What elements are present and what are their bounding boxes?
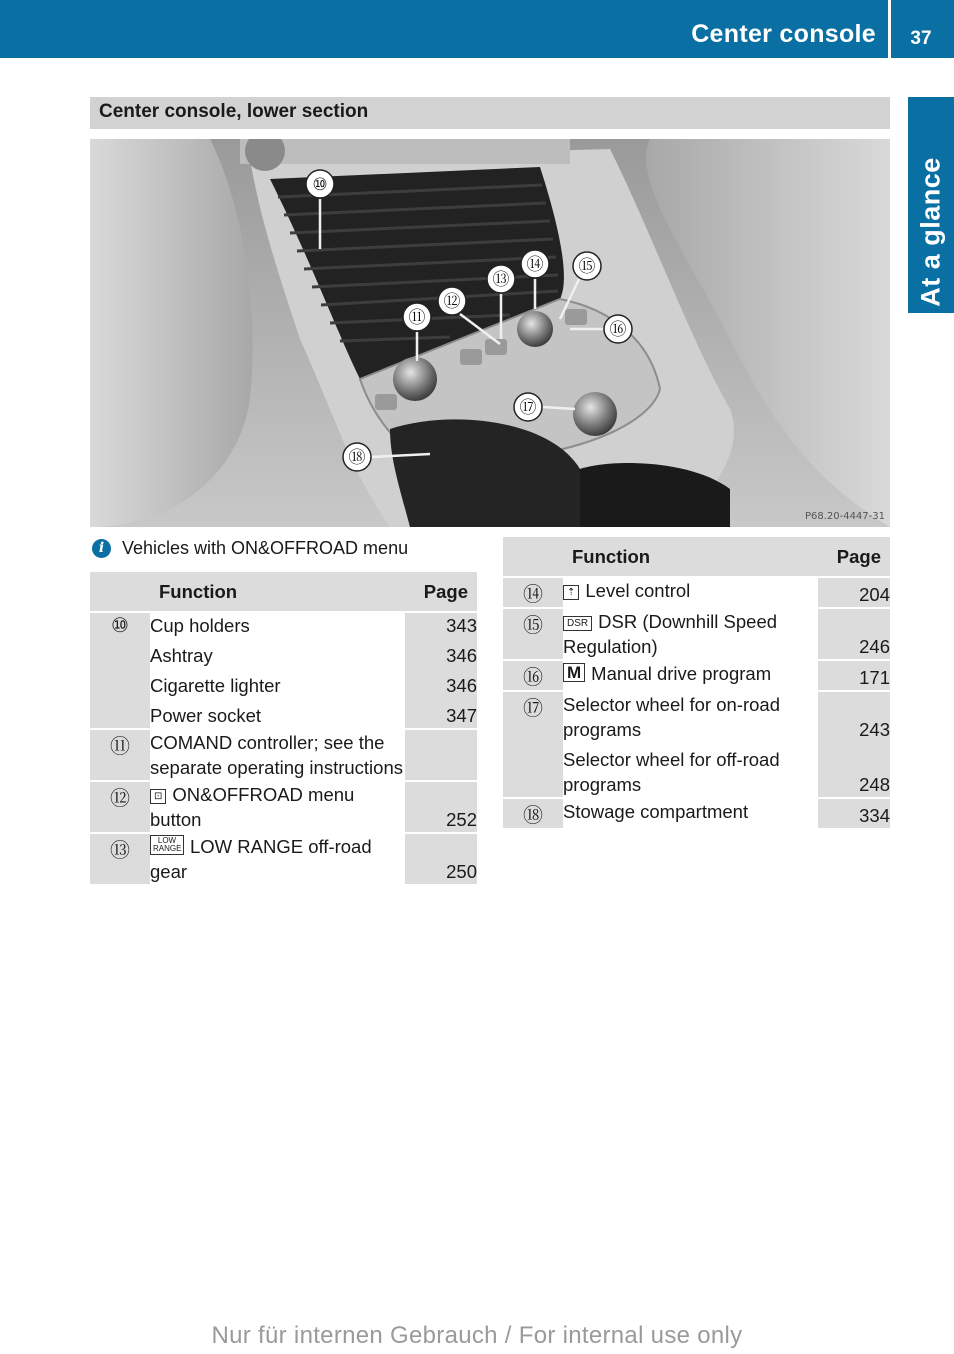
center-console-photo: [90, 139, 890, 527]
page-ref: 343: [446, 615, 477, 636]
chapter-title: Center console: [691, 20, 876, 48]
table-row: [503, 660, 890, 691]
item-number: ⑪: [90, 729, 150, 781]
section-heading: Center console, lower section: [90, 97, 890, 129]
callout-11: ⑪: [408, 308, 426, 328]
col-function-header: Function: [150, 572, 405, 612]
page-ref: [405, 729, 477, 781]
page-ref: 346: [446, 675, 477, 696]
item-number: ⑰: [503, 691, 563, 798]
low-range-icon: LOW RANGE: [150, 835, 184, 855]
dsr-icon: DSR: [563, 616, 592, 631]
function-text: ON&OFFROAD menu button: [150, 784, 355, 830]
function-text: Selector wheel for off-road programs: [563, 749, 780, 795]
callout-13: ⑬: [492, 270, 510, 290]
image-code: P68.20-4447-31: [804, 511, 885, 522]
item-number: ⑫: [90, 781, 150, 833]
col-num-header: [503, 537, 563, 577]
callout-10: ⑩: [312, 175, 328, 195]
callout-16: ⑯: [609, 320, 627, 340]
page-ref: 346: [446, 645, 477, 666]
internal-use-footer: Nur für internen Gebrauch / For internal use only: [211, 1322, 743, 1349]
info-note: [92, 538, 408, 559]
page-ref: 334: [818, 798, 890, 829]
item-number: ⑱: [503, 798, 563, 829]
info-note-text: Vehicles with ON&OFFROAD menu: [122, 538, 409, 558]
function-text: Ashtray: [150, 645, 213, 666]
table-row: [503, 608, 890, 660]
function-text: Cigarette lighter: [150, 675, 281, 696]
page-ref: 171: [818, 660, 890, 691]
table-row: [503, 691, 890, 798]
console-illustration: [90, 139, 890, 527]
table-row: [503, 577, 890, 608]
function-text: Stowage compartment: [563, 798, 818, 829]
page-ref: 252: [405, 781, 477, 833]
item-number: ⑯: [503, 660, 563, 691]
page-ref: 250: [405, 833, 477, 885]
page-ref: 248: [859, 774, 890, 795]
col-num-header: [90, 572, 150, 612]
page-ref: 347: [446, 705, 477, 726]
info-icon: i: [92, 539, 111, 558]
header-divider: [888, 0, 891, 58]
item-number: ⑬: [90, 833, 150, 885]
item-number: ⑮: [503, 608, 563, 660]
page-number: 37: [910, 28, 932, 49]
function-text: Manual drive program: [591, 663, 772, 684]
function-text: Level control: [585, 580, 691, 601]
page-ref: 204: [818, 577, 890, 608]
function-table-left: [90, 572, 477, 886]
function-text: DSR (Downhill Speed Regulation): [563, 611, 778, 657]
table-row: [90, 781, 477, 833]
function-text: Power socket: [150, 705, 262, 726]
table-row: [90, 729, 477, 781]
callout-14: ⑭: [526, 255, 544, 275]
col-page-header: Page: [405, 572, 477, 612]
manual-program-icon: M: [563, 663, 585, 682]
table-row: [90, 833, 477, 885]
callout-15: ⑮: [578, 257, 596, 277]
page-ref: 243: [859, 719, 890, 740]
callout-17: ⑰: [519, 398, 537, 418]
page-ref: 246: [818, 608, 890, 660]
level-control-icon: ⇡: [563, 585, 579, 600]
item-number: ⑭: [503, 577, 563, 608]
side-tab-label: At a glance: [915, 157, 946, 307]
table-row: [90, 612, 477, 729]
onoffroad-button-icon: ⊡: [150, 789, 166, 804]
col-page-header: Page: [818, 537, 890, 577]
table-row: [503, 798, 890, 829]
function-text: Cup holders: [150, 615, 250, 636]
col-function-header: Function: [563, 537, 818, 577]
function-text: LOW RANGE off-road gear: [150, 836, 372, 882]
function-table-right: [503, 537, 890, 830]
callout-18: ⑱: [348, 448, 366, 468]
function-text: Selector wheel for on-road programs: [563, 694, 780, 740]
callout-12: ⑫: [443, 292, 461, 312]
function-text: COMAND controller; see the separate operating instructions: [150, 729, 405, 781]
item-number: ⑩: [90, 612, 150, 729]
